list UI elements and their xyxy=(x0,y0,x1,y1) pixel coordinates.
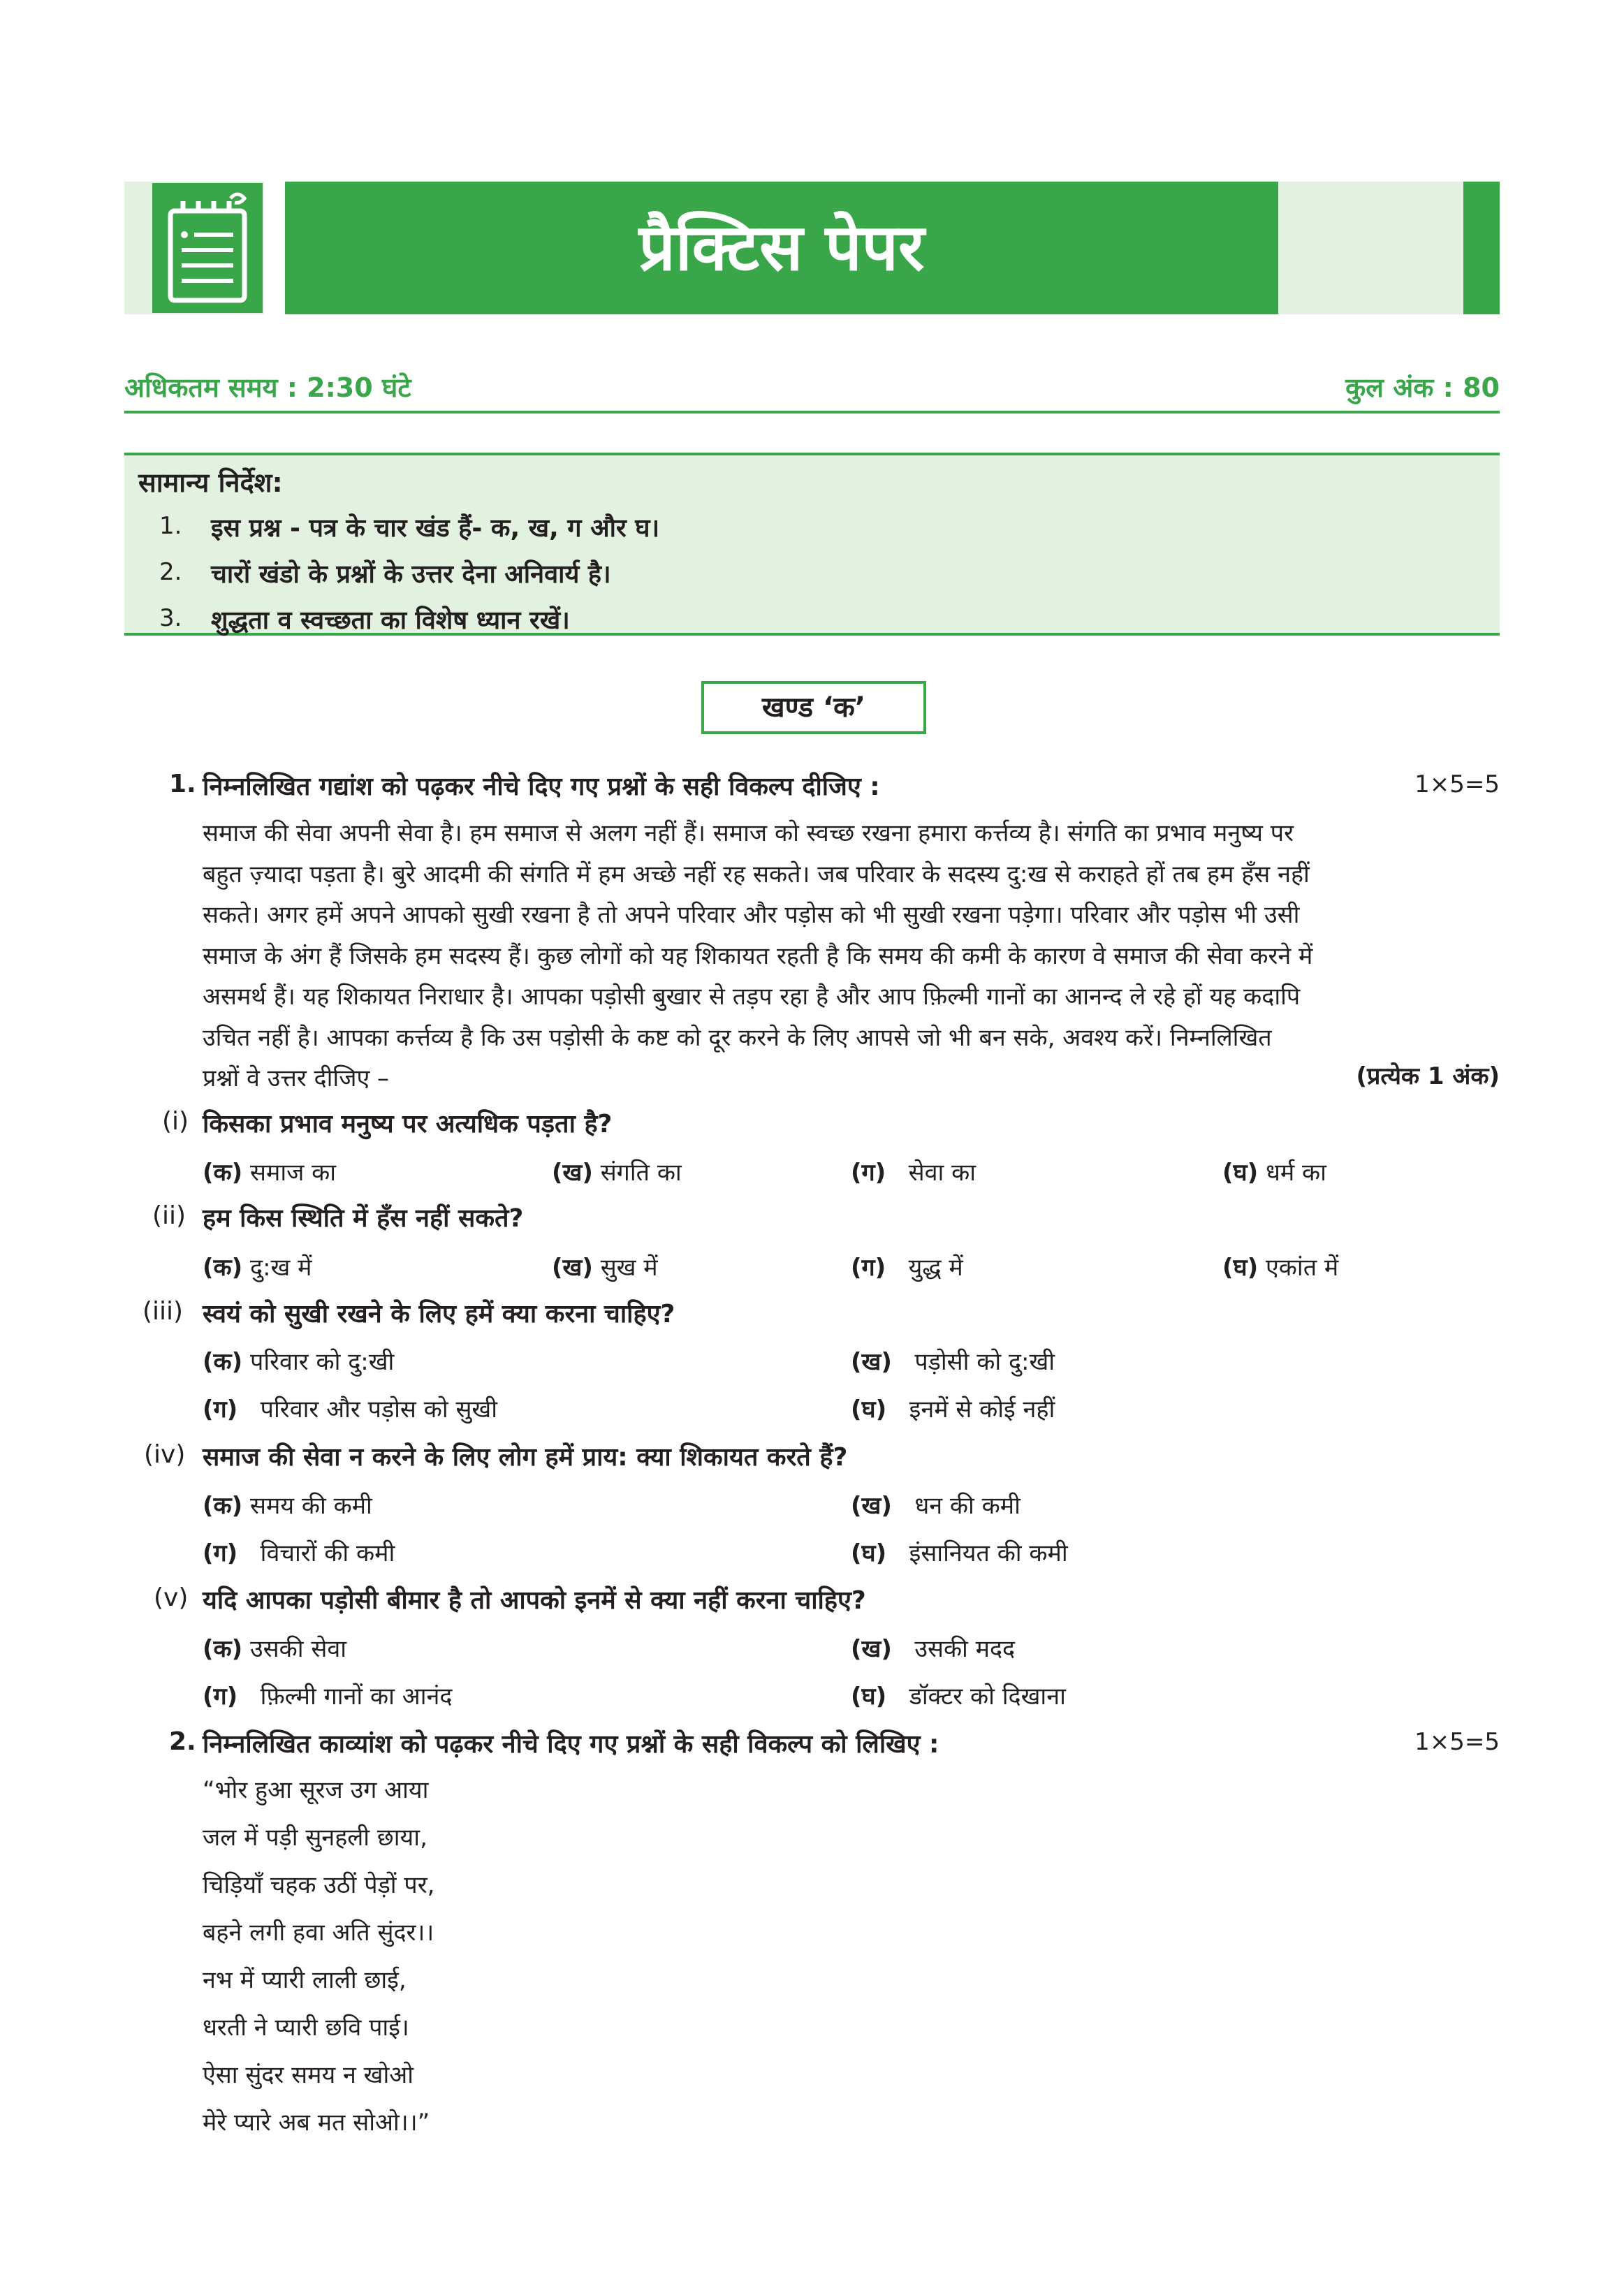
passage-line: समाज की सेवा अपनी सेवा है। हम समाज से अलग नहीं हैं। समाज को स्वच्छ रखना हमारा कर्त्तव्य है। संगति का प्रभाव मनुष्य पर xyxy=(203,819,1294,847)
question-marks: 1×5=5 xyxy=(1414,770,1500,798)
sub-question-number: (i) xyxy=(162,1107,189,1136)
passage-line: उचित नहीं है। आपका कर्त्तव्य है कि उस पड़ोसी के कष्ट को दूर करने के लिए आपसे जो भी बन सके, अवश्य करें। निम्नलिखित xyxy=(203,1023,1272,1052)
poem-line: जल में पड़ी सुनहली छाया, xyxy=(203,1824,427,1852)
option xyxy=(203,1250,312,1282)
option-label: (ख) xyxy=(851,1635,892,1663)
sub-question-text: स्वयं को सुखी रखने के लिए हमें क्या करना चाहिए? xyxy=(203,1300,675,1328)
option xyxy=(851,1155,976,1187)
option-label: (ग) xyxy=(203,1396,238,1423)
option xyxy=(203,1679,452,1711)
option-text: संगति का xyxy=(600,1159,682,1187)
sub-question-text: समाज की सेवा न करने के लिए लोग हमें प्राय: क्या शिकायत करते हैं? xyxy=(203,1443,848,1472)
option xyxy=(203,1345,394,1377)
option-label: (घ) xyxy=(851,1396,887,1423)
poem-line: मेरे प्यारे अब मत सोओ।।” xyxy=(203,2109,430,2137)
option-label: (क) xyxy=(203,1348,243,1376)
passage xyxy=(203,813,1500,1099)
poem-line: “भोर हुआ सूरज उग आया xyxy=(203,1776,429,1804)
option-label: (ख) xyxy=(552,1159,593,1187)
instruction-number: 3. xyxy=(159,604,182,632)
option-text: दु:ख में xyxy=(250,1254,312,1282)
question-number: 1. xyxy=(169,770,196,798)
sub-question-text: किसका प्रभाव मनुष्य पर अत्यधिक पड़ता है? xyxy=(203,1110,613,1139)
option xyxy=(851,1345,1055,1377)
option-text: परिवार और पड़ोस को सुखी xyxy=(260,1396,498,1423)
option-label: (घ) xyxy=(851,1683,887,1711)
sub-question-number: (iv) xyxy=(144,1440,186,1469)
option-text: परिवार को दु:खी xyxy=(250,1348,395,1376)
option-text: इनमें से कोई नहीं xyxy=(909,1396,1055,1423)
option-label: (ग) xyxy=(203,1539,238,1567)
divider xyxy=(124,411,1500,413)
option xyxy=(851,1679,1066,1711)
poem-line: नभ में प्यारी लाली छाई, xyxy=(203,1966,407,1994)
passage-line: समाज के अंग हैं जिसके हम सदस्य हैं। कुछ लोगों को यह शिकायत रहती है कि समय की कमी के कारण वे समाज की सेवा करने में xyxy=(203,942,1313,970)
option-label: (ग) xyxy=(851,1159,886,1187)
option-text: उसकी सेवा xyxy=(250,1635,347,1663)
option xyxy=(203,1155,336,1187)
instruction-number: 1. xyxy=(159,512,182,540)
banner-right-gap xyxy=(1278,182,1463,314)
option xyxy=(1222,1155,1326,1187)
option xyxy=(203,1392,497,1424)
instructions-title: सामान्य निर्देश: xyxy=(138,467,283,498)
sub-question-text: हम किस स्थिति में हँस नहीं सकते? xyxy=(203,1204,524,1233)
max-time: अधिकतम समय : 2:30 घंटे xyxy=(124,372,411,403)
option-label: (क) xyxy=(203,1159,243,1187)
option-text: समाज का xyxy=(250,1159,337,1187)
option xyxy=(851,1632,1015,1664)
instruction-text: शुद्धता व स्वच्छता का विशेष ध्यान रखें। xyxy=(211,606,570,635)
option xyxy=(203,1488,372,1521)
option-text: इंसानियत की कमी xyxy=(909,1539,1068,1567)
passage-line: बहुत ज़्यादा पड़ता है। बुरे आदमी की संगति में हम अच्छे नहीं रह सकते। जब परिवार के सदस्य दु:ख से कराहते हों तब हम हँस नहीं xyxy=(203,860,1310,888)
option-text: फ़िल्मी गानों का आनंद xyxy=(260,1683,453,1711)
option-label: (ख) xyxy=(851,1348,892,1376)
option-text: सुख में xyxy=(600,1254,658,1282)
option-text: उसकी मदद xyxy=(914,1635,1016,1663)
option-label: (क) xyxy=(203,1492,243,1520)
option-text: धन की कमी xyxy=(914,1492,1021,1520)
section-heading: खण्ड ‘क’ xyxy=(701,681,926,734)
option xyxy=(203,1632,346,1664)
option-text: एकांत में xyxy=(1266,1254,1339,1282)
option-label: (क) xyxy=(203,1635,243,1663)
option-label: (ग) xyxy=(203,1683,238,1711)
sub-question-number: (ii) xyxy=(152,1201,186,1230)
banner-right-bar xyxy=(1463,182,1500,314)
passage-line: सकते। अगर हमें अपने आपको सुखी रखना है तो अपने परिवार और पड़ोस को भी सुखी रखना पड़ेगा। परिवार और पड़ोस भी उसी xyxy=(203,901,1300,929)
option xyxy=(552,1155,682,1187)
option-label: (क) xyxy=(203,1254,243,1282)
option-text: डॉक्टर को दिखाना xyxy=(909,1683,1066,1711)
option-label: (घ) xyxy=(1222,1159,1259,1187)
passage-line: प्रश्नों वे उत्तर दीजिए – xyxy=(203,1064,390,1092)
option-text: विचारों की कमी xyxy=(260,1539,395,1567)
poem-line: बहने लगी हवा अति सुंदर।। xyxy=(203,1919,434,1947)
option-text: सेवा का xyxy=(908,1159,976,1187)
question-number: 2. xyxy=(169,1727,196,1756)
sub-question-text: यदि आपका पड़ोसी बीमार है तो आपको इनमें से क्या नहीं करना चाहिए? xyxy=(203,1586,866,1615)
question-text: निम्नलिखित गद्यांश को पढ़कर नीचे दिए गए प्रश्नों के सही विकल्प दीजिए : xyxy=(203,773,880,801)
poem-line: चिड़ियाँ चहक उठीं पेड़ों पर, xyxy=(203,1871,435,1899)
option xyxy=(851,1488,1021,1521)
option-label: (ग) xyxy=(851,1254,886,1282)
question-marks: 1×5=5 xyxy=(1414,1728,1500,1756)
banner-icon-box xyxy=(152,183,263,313)
option xyxy=(851,1536,1068,1568)
option-label: (घ) xyxy=(851,1539,887,1567)
option-text: पड़ोसी को दु:खी xyxy=(914,1348,1055,1376)
option-label: (ख) xyxy=(552,1254,593,1282)
option xyxy=(552,1250,658,1282)
instruction-text: इस प्रश्न - पत्र के चार खंड हैं- क, ख, ग और घ। xyxy=(211,514,660,543)
page-title: प्रैक्टिस पेपर xyxy=(638,210,925,285)
poem-line: ऐसा सुंदर समय न खोओ xyxy=(203,2061,414,2089)
sub-question-number: (v) xyxy=(154,1583,189,1612)
option xyxy=(203,1536,395,1568)
notepad-icon xyxy=(152,183,263,313)
option-label: (घ) xyxy=(1222,1254,1259,1282)
option-text: समय की कमी xyxy=(250,1492,372,1520)
option-label: (ख) xyxy=(851,1492,892,1520)
poem-line: धरती ने प्यारी छवि पाई। xyxy=(203,2014,409,2042)
sub-question-number: (iii) xyxy=(142,1297,184,1326)
option xyxy=(851,1392,1055,1424)
total-marks: कुल अंक : 80 xyxy=(1345,372,1500,403)
passage-line: असमर्थ हैं। यह शिकायत निराधार है। आपका पड़ोसी बुखार से तड़प रहा है और आप फ़िल्मी गानों का आनन्द ले रहे हों यह कदापि xyxy=(203,983,1301,1011)
option xyxy=(851,1250,963,1282)
option-text: धर्म का xyxy=(1266,1159,1326,1187)
instruction-number: 2. xyxy=(159,558,182,586)
instruction-text: चारों खंडो के प्रश्नों के उत्तर देना अनिवार्य है। xyxy=(211,560,611,589)
each-marks: (प्रत्येक 1 अंक) xyxy=(1356,1062,1500,1090)
question-text: निम्नलिखित काव्यांश को पढ़कर नीचे दिए गए प्रश्नों के सही विकल्प को लिखिए : xyxy=(203,1730,939,1759)
option xyxy=(1222,1250,1338,1282)
option-text: युद्ध में xyxy=(908,1254,963,1282)
